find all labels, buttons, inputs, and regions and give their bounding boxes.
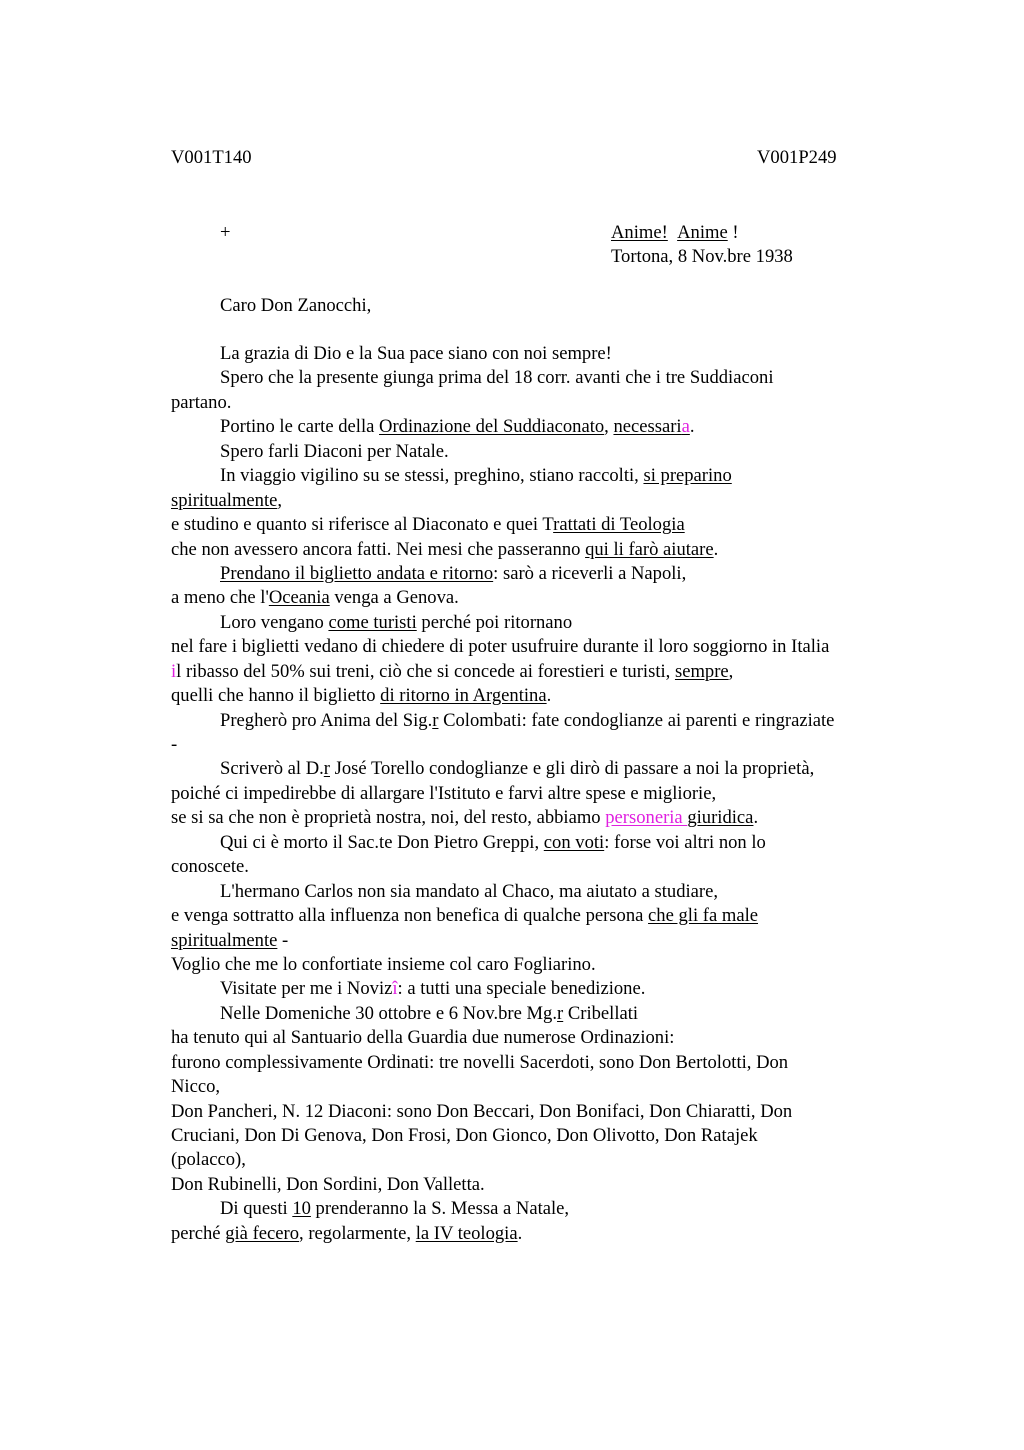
body-line: [171, 635, 931, 659]
underlined-text: Oceania: [268, 587, 330, 609]
document-code-right: V001P249: [757, 147, 837, 168]
body-line: [171, 415, 931, 439]
letter-body: [171, 342, 931, 1246]
body-line: [171, 538, 931, 562]
text: Spero farli Diaconi per Natale.: [220, 440, 449, 462]
text: .: [517, 1222, 523, 1244]
text: (polacco),: [171, 1149, 246, 1171]
text: e studino e quanto si riferisce al Diaconato e quei T: [171, 514, 554, 536]
text: quelli che hanno il biglietto: [171, 685, 381, 707]
text: furono complessivamente Ordinati: tre novelli Sacerdoti, sono Don Bertolotti, Don: [171, 1051, 789, 1073]
text: necessari: [613, 416, 682, 438]
body-line: [171, 782, 931, 806]
body-line: [171, 660, 931, 684]
motto-word-2: Anime: [677, 222, 728, 243]
text: ,: [604, 416, 614, 438]
document-code-left: V001T140: [171, 147, 252, 168]
body-line: [171, 1173, 931, 1197]
text: : sarò a riceverli a Napoli,: [493, 562, 687, 584]
body-line: [171, 855, 931, 879]
body-line: [171, 977, 931, 1001]
text: Cruciani, Don Di Genova, Don Frosi, Don Gionco, Don Olivotto, Don Ratajek: [171, 1125, 758, 1146]
text: Portino le carte della: [220, 416, 380, 438]
body-line: [171, 709, 931, 733]
underlined-text: come turisti: [328, 611, 417, 633]
underlined-text: spiritualmente: [171, 489, 278, 511]
body-line: [171, 464, 931, 488]
underlined-text: sempre: [674, 660, 729, 682]
highlighted-text: i: [171, 660, 177, 682]
body-line: [171, 513, 931, 537]
underlined-text: rattati di Teologia: [553, 514, 685, 536]
underlined-text: [613, 416, 689, 437]
text: Visitate per me i Noviz: [220, 978, 393, 1000]
highlighted-underlined-text: personeria: [605, 807, 688, 829]
body-line: [171, 1051, 931, 1075]
text: che non avessero ancora fatti. Nei mesi che passeranno: [171, 538, 586, 560]
underlined-text: 10: [292, 1198, 311, 1220]
text: nel fare i biglietti vedano di chiedere di poter usufruire durante il loro soggiorno in Italia: [171, 636, 830, 658]
text: perché: [171, 1222, 226, 1244]
text: Don Rubinelli, Don Sordini, Don Valletta.: [171, 1173, 485, 1195]
text: poiché ci impedirebbe di allargare l'Istituto e farvi altre spese e migliorie,: [171, 782, 717, 804]
body-line: [171, 391, 931, 415]
body-line: [171, 342, 931, 366]
body-line: [171, 1075, 931, 1099]
underlined-text: la IV teologia: [415, 1222, 518, 1244]
underlined-text: r: [432, 709, 439, 731]
underlined-text: con voti: [543, 831, 605, 853]
body-line: [171, 1148, 931, 1172]
motto-word-1: Anime!: [611, 222, 668, 243]
text: Loro vengano: [220, 611, 329, 633]
place-date: Tortona, 8 Nov.bre 1938: [611, 246, 793, 267]
text: : a tutti una speciale benedizione.: [397, 978, 646, 1000]
underlined-text: r: [557, 1002, 564, 1024]
body-line: [171, 489, 931, 513]
body-line: [171, 1100, 931, 1124]
text: Qui ci è morto il Sac.te Don Pietro Greppi,: [220, 831, 544, 853]
text: e venga sottratto alla influenza non benefica di qualche persona: [171, 905, 649, 927]
text: L'hermano Carlos non sia mandato al Chaco, ma aiutato a studiare,: [220, 880, 719, 902]
highlighted-text: î: [392, 978, 398, 1000]
underlined-text: si preparino: [643, 465, 732, 487]
underlined-text: già fecero: [225, 1222, 300, 1244]
text: Spero che la presente giunga prima del 18 corr. avanti che i tre Suddiaconi: [220, 367, 774, 389]
underlined-text: Ordinazione del Suddiaconato: [379, 416, 605, 438]
text: , regolarmente,: [299, 1222, 416, 1244]
underlined-text: giuridica: [687, 807, 754, 829]
text: Don Pancheri, N. 12 Diaconi: sono Don Beccari, Don Bonifaci, Don Chiaratti, Don: [171, 1100, 793, 1122]
text: ,: [728, 660, 734, 682]
body-line: [171, 733, 931, 757]
text: Pregherò pro Anima del Sig.: [220, 709, 433, 731]
text: venga a Genova.: [329, 587, 459, 609]
text: .: [689, 416, 695, 438]
body-line: [171, 757, 931, 781]
text: Di questi: [220, 1198, 293, 1220]
body-line: [171, 562, 931, 586]
underlined-text: r: [323, 758, 330, 780]
body-line: [171, 1124, 931, 1148]
body-line: [171, 1222, 931, 1246]
body-line: [171, 880, 931, 904]
underlined-text: Prendano il biglietto andata e ritorno: [220, 562, 494, 584]
cross-mark: +: [220, 222, 231, 243]
text: .: [713, 538, 719, 560]
text: Scriverò al D.: [220, 758, 324, 780]
text: ha tenuto qui al Santuario della Guardia due numerose Ordinazioni:: [171, 1027, 675, 1049]
salutation: Caro Don Zanocchi,: [220, 295, 372, 316]
underlined-text: di ritorno in Argentina: [380, 685, 547, 707]
text: Nicco,: [171, 1076, 221, 1098]
body-line: [171, 586, 931, 610]
text: : forse voi altri non lo: [604, 831, 766, 853]
text: Colombati: fate condoglianze ai parenti e ringraziate: [438, 709, 835, 731]
body-line: [171, 831, 931, 855]
text: conoscete.: [171, 856, 249, 878]
motto: [611, 222, 739, 244]
body-line: [171, 684, 931, 708]
underlined-text: che gli fa male: [648, 905, 759, 927]
text: l ribasso del 50% sui treni, ciò che si concede ai forestieri e turisti,: [176, 660, 675, 682]
text: partano.: [171, 391, 232, 413]
body-line: [171, 440, 931, 464]
text: ,: [277, 489, 283, 511]
text: .: [546, 685, 552, 707]
body-line: [171, 953, 931, 977]
text: Voglio che me lo confortiate insieme col caro Fogliarino.: [171, 953, 596, 975]
text: a meno che l': [171, 587, 269, 609]
text: Cribellati: [563, 1002, 639, 1024]
body-line: [171, 1026, 931, 1050]
body-line: [171, 929, 931, 953]
text: La grazia di Dio e la Sua pace siano con noi sempre!: [220, 343, 612, 364]
highlighted-text: a: [681, 416, 690, 438]
body-line: [171, 904, 931, 928]
body-line: [171, 366, 931, 390]
text: -: [171, 734, 178, 755]
body-line: [171, 806, 931, 830]
body-line: [171, 1002, 931, 1026]
text: -: [277, 929, 289, 951]
text: se si sa che non è proprietà nostra, noi, del resto, abbiamo: [171, 807, 606, 829]
motto-exclamation: !: [727, 222, 739, 243]
body-line: [171, 611, 931, 635]
text: perché poi ritornano: [416, 611, 573, 633]
text: In viaggio vigilino su se stessi, preghino, stiano raccolti,: [220, 465, 644, 487]
text: José Torello condoglianze e gli dirò di passare a noi la proprietà,: [330, 758, 815, 780]
text: Nelle Domeniche 30 ottobre e 6 Nov.bre Mg.: [220, 1002, 558, 1024]
text: .: [753, 807, 759, 829]
body-line: [171, 1197, 931, 1221]
underlined-text: spiritualmente: [171, 929, 278, 951]
text: prenderanno la S. Messa a Natale,: [310, 1198, 570, 1220]
underlined-text: qui li farò aiutare: [585, 538, 714, 560]
